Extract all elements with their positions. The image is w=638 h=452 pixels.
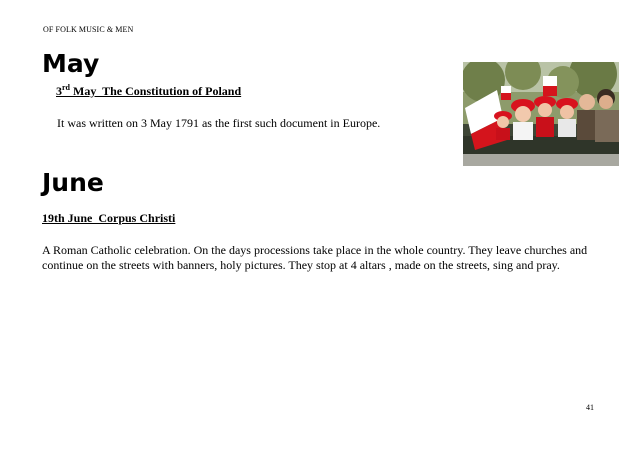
parade-photo [463,62,619,166]
may-sub-rest: May The Constitution of Poland [70,84,242,98]
may-paragraph: It was written on 3 May 1791 as the first such document in Europe. [57,116,381,130]
june-subheading: 19th June Corpus Christi [42,211,176,225]
page-number: 41 [586,403,594,412]
may-subheading [56,84,241,99]
parade-photo-illustration [463,62,619,166]
june-paragraph: A Roman Catholic celebration. On the days processions take place in the whole country. They leave churches and continue on the streets with banners, holy pictures. They stop at 4 altars , made on the streets, sing and pray. [42,243,588,272]
may-sub-suffix: rd [62,83,70,92]
may-sub-day: 3 [56,84,62,98]
may-heading: May [42,49,100,78]
june-heading: June [42,168,104,197]
running-header: OF FOLK MUSIC & MEN [43,25,134,34]
